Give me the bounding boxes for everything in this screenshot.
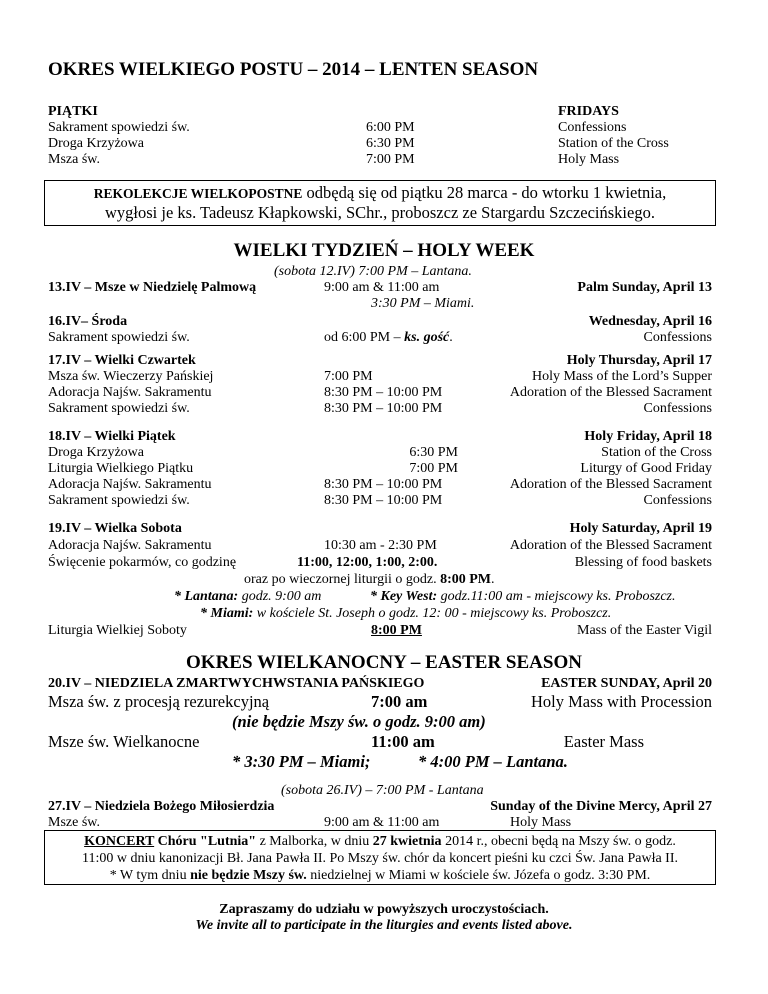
wed-time-end: . [449,330,453,345]
mercy-mass-en: Holy Mass [510,815,572,830]
sat-en-heading: Holy Saturday, April 19 [569,521,712,536]
retreat-line-2: wygłosi je ks. Tadeusz Kłapkowski, SChr., proboszcz ze Stargardu Szczecińskiego. [105,203,655,222]
fri-row-time: 6:30 PM [409,445,458,460]
thu-row-pl: Msza św. Wieczerzy Pańskiej [48,369,214,384]
concert-no-mass: nie będzie Mszy św. [190,868,307,883]
easter-sunday-pl: 20.IV – NIEDZIELA ZMARTWYCHWSTANIA PAŃSKIEGO [48,676,425,691]
fri-row-pl: Adoracja Najśw. Sakramentu [48,477,212,492]
wed-time [324,329,453,346]
sat-adoration-en: Adoration of the Blessed Sacrament [509,538,712,553]
palm-saturday: (sobota 12.IV) 7:00 PM – Lantana. [274,264,472,279]
sat-vigil-pl: Liturgia Wielkiej Soboty [48,623,187,638]
concert-note-start: * W tym dniu [109,868,191,883]
procession-pl: Msza św. z procesją rezurekcyjną [48,692,270,711]
sat-pl-heading: 19.IV – Wielka Sobota [48,521,182,536]
fridays-pl-heading: PIĄTKI [48,104,98,119]
palm-pl: 13.IV – Msze w Niedzielę Palmową [48,280,257,295]
concert-date: 27 kwietnia [372,834,442,849]
fri-pl-heading: 18.IV – Wielki Piątek [48,429,176,444]
mercy-saturday: (sobota 26.IV) – 7:00 PM - Lantana [281,783,484,798]
fri-row-time: 8:30 PM – 10:00 PM [324,477,443,492]
sat-food-en: Blessing of food baskets [574,555,712,570]
easter-extra-miami: * 3:30 PM – Miami; [232,752,371,771]
fri-row-time: 8:30 PM – 10:00 PM [324,493,443,508]
mercy-en: Sunday of the Divine Mercy, April 27 [490,799,712,814]
sat-food-pl: Święcenie pokarmów, co godzinę [48,555,237,570]
lent-row-pl: Msza św. [48,152,100,167]
wed-time-text: od 6:00 PM – [324,330,405,345]
sat-lantana-time: godz. 9:00 am [238,589,322,604]
sat-after-end: . [491,572,495,587]
concert-line-3 [44,867,716,884]
thu-row-time: 7:00 PM [324,369,373,384]
lent-row-time: 7:00 PM [366,152,415,167]
holyweek-title: WIELKI TYDZIEŃ – HOLY WEEK [233,240,535,261]
thu-row-pl: Adoracja Najśw. Sakramentu [48,385,212,400]
wed-en-heading: Wednesday, April 16 [588,314,712,329]
concert-label: KONCERT [84,834,155,849]
wed-pl-heading: 16.IV– Środa [48,314,128,329]
sat-after-text: oraz po wieczornej liturgii o godz. [244,572,441,587]
fridays-en-heading: FRIDAYS [558,104,619,119]
easter-mass-time: 11:00 am [371,732,435,751]
retreat-dates: odbędą się od piątku 28 marca - do wtorku 1 kwietnia, [302,183,667,202]
thu-row-en: Holy Mass of the Lord’s Supper [531,369,712,384]
sat-adoration-time: 10:30 am - 2:30 PM [324,538,437,553]
procession-time: 7:00 am [371,692,428,711]
sat-miami [200,605,611,622]
fri-row-time: 7:00 PM [409,461,458,476]
concert-note-end: niedzielnej w Miami w kościele św. Józefa o godz. 3:30 PM. [306,868,651,883]
wed-guest-priest: ks. gość [404,330,450,345]
fri-row-pl: Liturgia Wielkiego Piątku [48,461,194,476]
sat-keywest-label: * Key West: [370,589,438,604]
sat-lantana [174,588,321,605]
thu-row-en: Confessions [643,401,712,416]
concert-origin: z Malborka, w dniu [256,834,373,849]
fri-en-heading: Holy Friday, April 18 [584,429,712,444]
thu-row-time: 8:30 PM – 10:00 PM [324,401,443,416]
sat-after-liturgy [244,571,495,588]
concert-choir: Chóru "Lutnia" [154,834,257,849]
lent-row-pl: Droga Krzyżowa [48,136,145,151]
thu-row-en: Adoration of the Blessed Sacrament [509,385,712,400]
no-mass-note: (nie będzie Mszy św. o godz. 9:00 am) [232,712,486,731]
retreat-label: REKOLEKCJE WIELKOPOSTNE [93,186,303,201]
easter-mass-pl: Msze św. Wielkanocne [48,732,200,751]
footer-pl: Zapraszamy do udziału w powyższych uroczystościach. [219,902,549,917]
thu-en-heading: Holy Thursday, April 17 [566,353,712,368]
mercy-mass-pl: Msze św. [48,815,100,830]
palm-miami: 3:30 PM – Miami. [371,296,475,311]
easter-title: OKRES WIELKANOCNY – EASTER SEASON [186,652,582,673]
wed-pl: Sakrament spowiedzi św. [48,330,190,345]
thu-row-time: 8:30 PM – 10:00 PM [324,385,443,400]
sat-miami-label: * Miami: [200,606,254,621]
sat-keywest [370,588,676,605]
lent-row-en: Confessions [558,120,627,135]
sat-vigil-en: Mass of the Easter Vigil [577,623,712,638]
fri-row-en: Confessions [643,493,712,508]
retreat-line-1 [44,183,716,204]
lent-row-en: Holy Mass [558,152,620,167]
fri-row-pl: Droga Krzyżowa [48,445,145,460]
sat-adoration-pl: Adoracja Najśw. Sakramentu [48,538,212,553]
sat-food-time: 11:00, 12:00, 1:00, 2:00. [297,555,438,570]
footer-en: We invite all to participate in the liturgies and events listed above. [195,918,573,933]
fri-row-pl: Sakrament spowiedzi św. [48,493,190,508]
lent-row-time: 6:00 PM [366,120,415,135]
sat-after-time: 8:00 PM [440,572,492,587]
thu-pl-heading: 17.IV – Wielki Czwartek [48,353,196,368]
sat-vigil-time: 8:00 PM [371,623,422,638]
palm-time: 9:00 am & 11:00 am [324,280,440,295]
fri-row-en: Liturgy of Good Friday [580,461,712,476]
fri-row-en: Adoration of the Blessed Sacrament [509,477,712,492]
easter-extra-lantana: * 4:00 PM – Lantana. [418,752,568,771]
sat-miami-text: w kościele St. Joseph o godz. 12: 00 - miejscowy ks. Proboszcz. [253,606,612,621]
concert-line-1 [44,833,716,850]
lent-title: OKRES WIELKIEGO POSTU – 2014 – LENTEN SEASON [48,59,539,80]
concert-text: 2014 r., obecni będą na Mszy św. o godz. [441,834,676,849]
sat-keywest-text: godz.11:00 am - miejscowy ks. Proboszcz. [437,589,676,604]
sat-lantana-label: * Lantana: [174,589,239,604]
lent-row-time: 6:30 PM [366,136,415,151]
thu-row-pl: Sakrament spowiedzi św. [48,401,190,416]
concert-line-2: 11:00 w dniu kanonizacji Bł. Jana Pawła II. Po Mszy św. chór da koncert pieśni ku czci Św. Jana Pawła II. [81,851,679,866]
procession-en: Holy Mass with Procession [530,692,712,711]
easter-mass-en: Easter Mass [563,732,644,751]
mercy-time: 9:00 am & 11:00 am [324,815,440,830]
palm-en: Palm Sunday, April 13 [577,280,712,295]
fri-row-en: Station of the Cross [601,445,712,460]
mercy-pl: 27.IV – Niedziela Bożego Miłosierdzia [48,799,275,814]
lent-row-en: Station of the Cross [558,136,669,151]
wed-en: Confessions [643,330,712,345]
easter-sunday-en: EASTER SUNDAY, April 20 [541,676,712,691]
lent-row-pl: Sakrament spowiedzi św. [48,120,190,135]
